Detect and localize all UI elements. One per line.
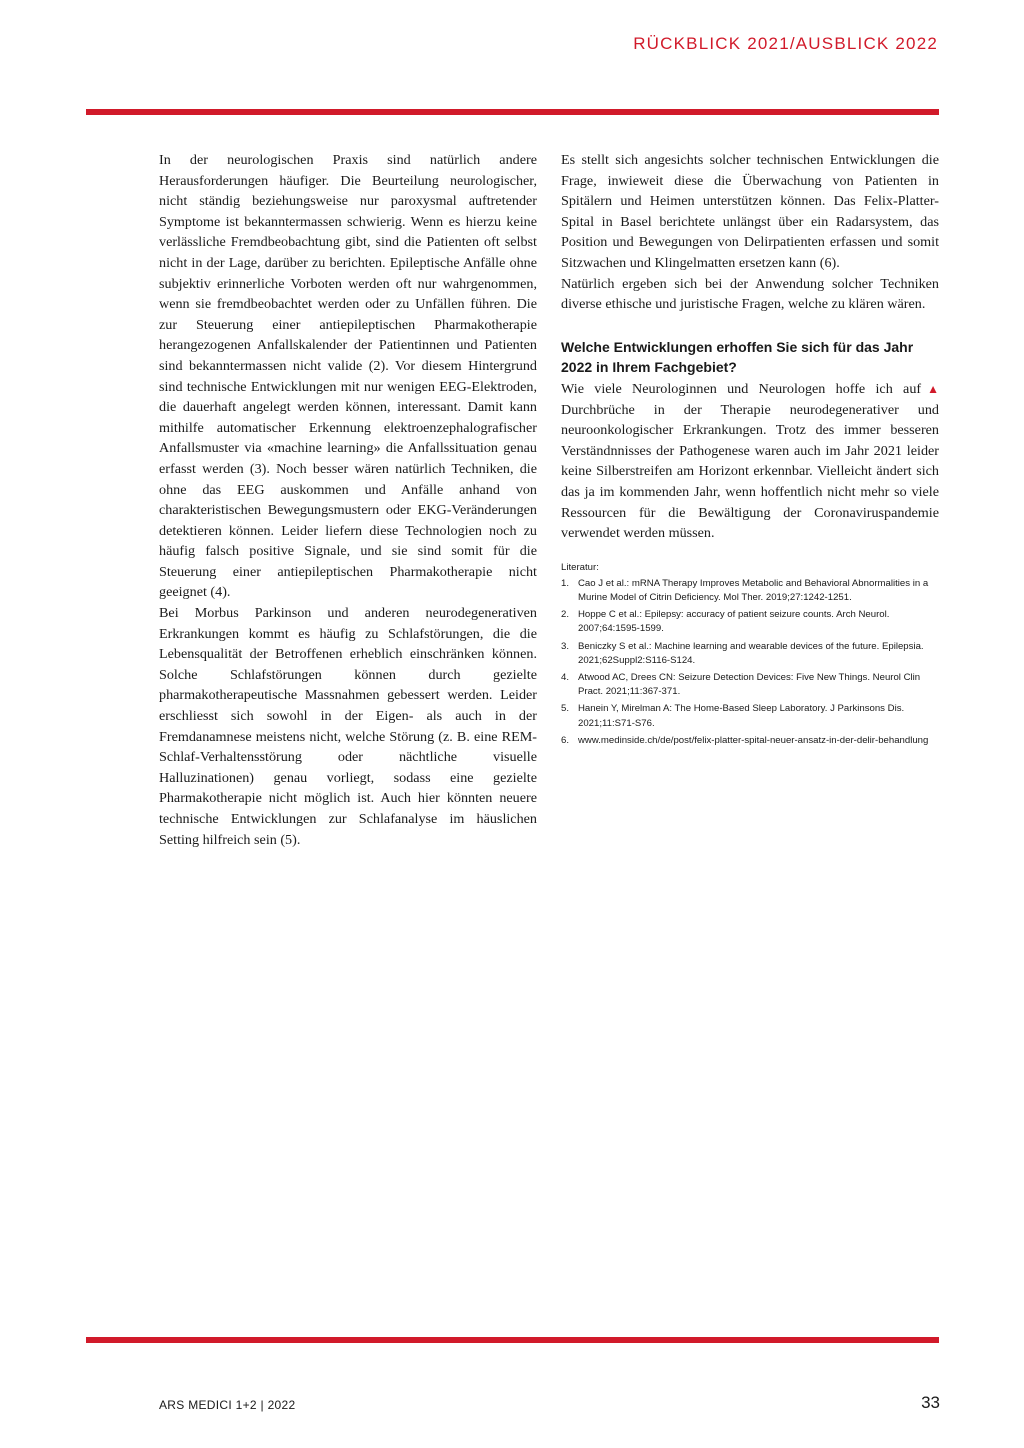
- answer-paragraph: [561, 379, 939, 544]
- reference-text: Cao J et al.: mRNA Therapy Improves Metabolic and Behavioral Abnormalities in a Murine Model of Citrin Deficiency. Mol Ther. 2019;27:1242-1251.: [578, 577, 929, 603]
- reference-number: 6.: [561, 734, 570, 746]
- reference-number: 4.: [561, 671, 570, 683]
- footer-journal: ARS MEDICI 1+2 | 2022: [159, 1398, 296, 1412]
- reference-number: 5.: [561, 703, 570, 715]
- reference-number: 1.: [561, 577, 570, 589]
- bottom-divider: [86, 1337, 939, 1343]
- right-column: [561, 150, 939, 751]
- reference-number: 2.: [561, 609, 570, 621]
- reference-link[interactable]: www.medinside.ch/de/post/felix-platter-spital-neuer-ansatz-in-der-delir-behandlung: [578, 734, 929, 746]
- literature-label: Literatur:: [561, 561, 599, 573]
- body-paragraph: Bei Morbus Parkinson und anderen neurodegenerativen Erkrankungen kommt es häufig zu Schlafstörungen, die die Lebensqualität der Betroffenen erheblich einschränken können. Solche Schlafstörungen können durch gezielte pharmakotherapeutische Massnahmen gebessert werden. Leider erschliesst sich sowohl in der Eigen- als auch in der Fremdanamnese meistens nicht, welche Störung (z. B. eine REM-Schlaf-Verhaltensstörung oder nächtliche visuelle Halluzinationen) genau vorliegt, sodass eine gezielte Pharmakotherapie nicht möglich ist. Auch hier könnten neuere technische Entwicklungen zur Schlafanalyse im häuslichen Setting hilfreich sein (5).: [159, 605, 537, 848]
- page-number: 33: [921, 1393, 940, 1412]
- reference-item: [561, 671, 939, 699]
- section-heading: Welche Entwicklungen erhoffen Sie sich für das Jahr 2022 in Ihrem Fachgebiet?: [561, 338, 914, 376]
- body-paragraph: Natürlich ergeben sich bei der Anwendung solcher Techniken diverse ethische und juristische Fragen, welche zu klären wären.: [561, 275, 939, 313]
- reference-item: [561, 608, 939, 636]
- left-column: [159, 150, 537, 850]
- reference-number: 3.: [561, 640, 570, 652]
- reference-item[interactable]: [561, 734, 939, 748]
- header-section-title: RÜCKBLICK 2021/AUSBLICK 2022: [633, 34, 938, 53]
- reference-list: [561, 577, 939, 748]
- answer-text: Wie viele Neurologinnen und Neurologen hoffe ich auf Durchbrüche in der Therapie neurodegenerativer und neuroonkologischer Erkrankungen. Trotz des immer besseren Verständnnisses der Pathogenese waren auch im Jahr 2021 leider keine Silberstreifen am Horizont erkennbar. Vielleicht ändert sich das ja im kommenden Jahr, wenn hoffentlich nicht mehr so viele Ressourcen für die Bewältigung der Coronaviruspandemie verwendet werden müssen.: [561, 380, 939, 542]
- reference-item: [561, 702, 939, 730]
- reference-text: Hanein Y, Mirelman A: The Home-Based Sleep Laboratory. J Parkinsons Dis. 2021;11:S71-S76.: [578, 703, 905, 729]
- reference-text: Atwood AC, Drees CN: Seizure Detection Devices: Five New Things. Neurol Clin Pract. 2021;11:367-371.: [578, 671, 921, 698]
- reference-text: Hoppe C et al.: Epilepsy: accuracy of patient seizure counts. Arch Neurol. 2007;64:1595-1599.: [578, 609, 890, 635]
- top-divider: [86, 109, 939, 115]
- body-paragraph: Es stellt sich angesichts solcher technischen Entwicklungen die Frage, inwieweit diese die Überwachung von Patienten in Spitälern und Heimen unterstützen können. Das Felix-Platter-Spital in Basel berichtete unlängst über ein Radarsystem, das Position und Bewegungen von Delirpatienten erfassen und somit Sitzwachen und Klingelmatten ersetzen kann (6).: [561, 152, 939, 271]
- body-paragraph: In der neurologischen Praxis sind natürlich andere Herausforderungen häufiger. Die Beurteilung neurologischer, nicht ständig beziehungsweise nur paroxysmal auftretender Symptome ist bekanntermassen schwierig. Wenn es hierzu keine verlässliche Fremdbeobachtung gibt, sind die Patienten oft selbst nicht in der Lage, darüber zu berichten. Epileptische Anfälle ohne subjektiv erinnerliche Vorboten werden oft nur wahrgenommen, wenn sie fremdbeobachtet werden oder zu Unfällen führen. Die zur Steuerung einer antiepileptischen Pharmakotherapie herangezogenen Anfallskalender der Patientinnen und Patienten sind bekanntermassen nicht valide (2). Vor diesem Hintergrund sind technische Entwicklungen mit nur wenigen EEG-Elektroden, die dauerhaft angelegt werden können, interessant. Damit kann mithilfe automatischer Erkennung elektroenzephalografischer Anfallsmuster via «machine learning» die Anfallssituation genau erfasst werden (3). Noch besser wären natürlich Techniken, die ohne das EEG auskommen und Anfälle anhand von charakteristischen Bewegungsmustern oder EKG-Veränderungen detektieren können. Leider liefern diese Technologien noch zu häufig falsch positive Signale, und sie sind somit für die Steuerung einer antiepileptischen Pharmakotherapie nicht geeignet (4).: [159, 152, 537, 601]
- end-triangle-icon: ▲: [927, 381, 939, 396]
- reference-item: [561, 577, 939, 605]
- reference-item: [561, 640, 939, 668]
- reference-text: Beniczky S et al.: Machine learning and wearable devices of the future. Epilepsia. 2021;62Suppl2:S116-S124.: [578, 640, 924, 666]
